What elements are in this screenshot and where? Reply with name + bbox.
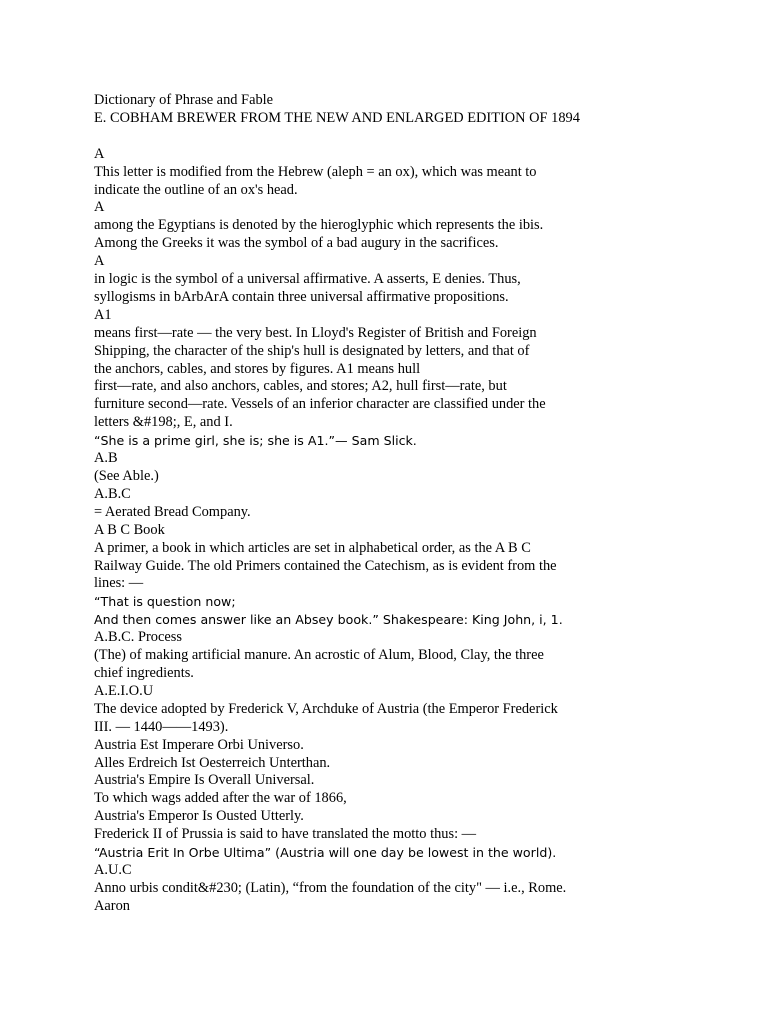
quotation-line: And then comes answer like an Absey book.” Shakespeare: King John, i, 1. [94,612,563,628]
quotation-line: “That is question now; [94,594,236,610]
entry-text: lines: — [94,575,144,592]
entry-heading: A B C Book [94,521,165,538]
entry-heading: A.B [94,450,118,467]
entry-heading: A [94,199,105,216]
entry-text: Railway Guide. The old Primers contained the Catechism, as is evident from the [94,557,557,574]
entry-text: syllogisms in bArbArA contain three universal affirmative propositions. [94,288,509,305]
entry-text: Shipping, the character of the ship's hull is designated by letters, and that of [94,342,530,359]
entry-text: This letter is modified from the Hebrew (aleph = an ox), which was meant to [94,163,537,180]
entry-heading: A.U.C [94,861,132,878]
entry-heading: A [94,253,105,270]
entry-heading: A1 [94,306,112,323]
entry-text: (The) of making artificial manure. An acrostic of Alum, Blood, Clay, the three [94,647,544,664]
document-title: Dictionary of Phrase and Fable [94,92,274,108]
entry-text: (See Able.) [94,468,159,485]
entry-text: = Aerated Bread Company. [94,503,251,520]
entry-text: letters &#198;, E, and I. [94,414,233,431]
entry-text: the anchors, cables, and stores by figures. A1 means hull [94,360,421,377]
entry-text: in logic is the symbol of a universal affirmative. A asserts, E denies. Thus, [94,271,521,288]
entry-text: Frederick II of Prussia is said to have translated the motto thus: — [94,826,477,843]
entry-text: The device adopted by Frederick V, Archduke of Austria (the Emperor Frederick [94,700,558,717]
entry-heading: A.B.C [94,485,131,502]
entry-heading: Aaron [94,897,130,914]
entry-text: chief ingredients. [94,664,194,681]
entry-text: among the Egyptians is denoted by the hieroglyphic which represents the ibis. [94,217,544,234]
entry-text: Alles Erdreich Ist Oesterreich Unterthan. [94,754,331,771]
entry-heading: A.B.C. Process [94,629,182,646]
document-subtitle: E. COBHAM BREWER FROM THE NEW AND ENLARGED EDITION OF 1894 [94,109,580,126]
quotation-line: “Austria Erit In Orbe Ultima” (Austria will one day be lowest in the world). [94,845,557,861]
entry-text: Anno urbis condit&#230; (Latin), “from the foundation of the city" — i.e., Rome. [94,879,567,896]
blank-line [94,128,714,146]
entry-text: means first—rate — the very best. In Lloyd's Register of British and Foreign [94,324,537,341]
entry-text: Austria's Emperor Is Ousted Utterly. [94,808,304,825]
entry-text: indicate the outline of an ox's head. [94,181,298,198]
entry-text: A primer, a book in which articles are set in alphabetical order, as the A B C [94,539,531,556]
document-page [94,92,714,916]
entry-text: first—rate, and also anchors, cables, and stores; A2, hull first—rate, but [94,378,507,395]
entry-text: Austria Est Imperare Orbi Universo. [94,736,304,753]
entry-text: III. — 1440——1493). [94,718,229,735]
entry-text: furniture second—rate. Vessels of an inferior character are classified under the [94,396,546,413]
entry-heading: A [94,145,105,162]
entry-heading: A.E.I.O.U [94,682,154,699]
entry-text: To which wags added after the war of 1866, [94,790,347,807]
entry-text: Austria's Empire Is Overall Universal. [94,772,315,789]
quotation-line: “She is a prime girl, she is; she is A1.”— Sam Slick. [94,433,417,449]
entry-text: Among the Greeks it was the symbol of a bad augury in the sacrifices. [94,235,499,252]
